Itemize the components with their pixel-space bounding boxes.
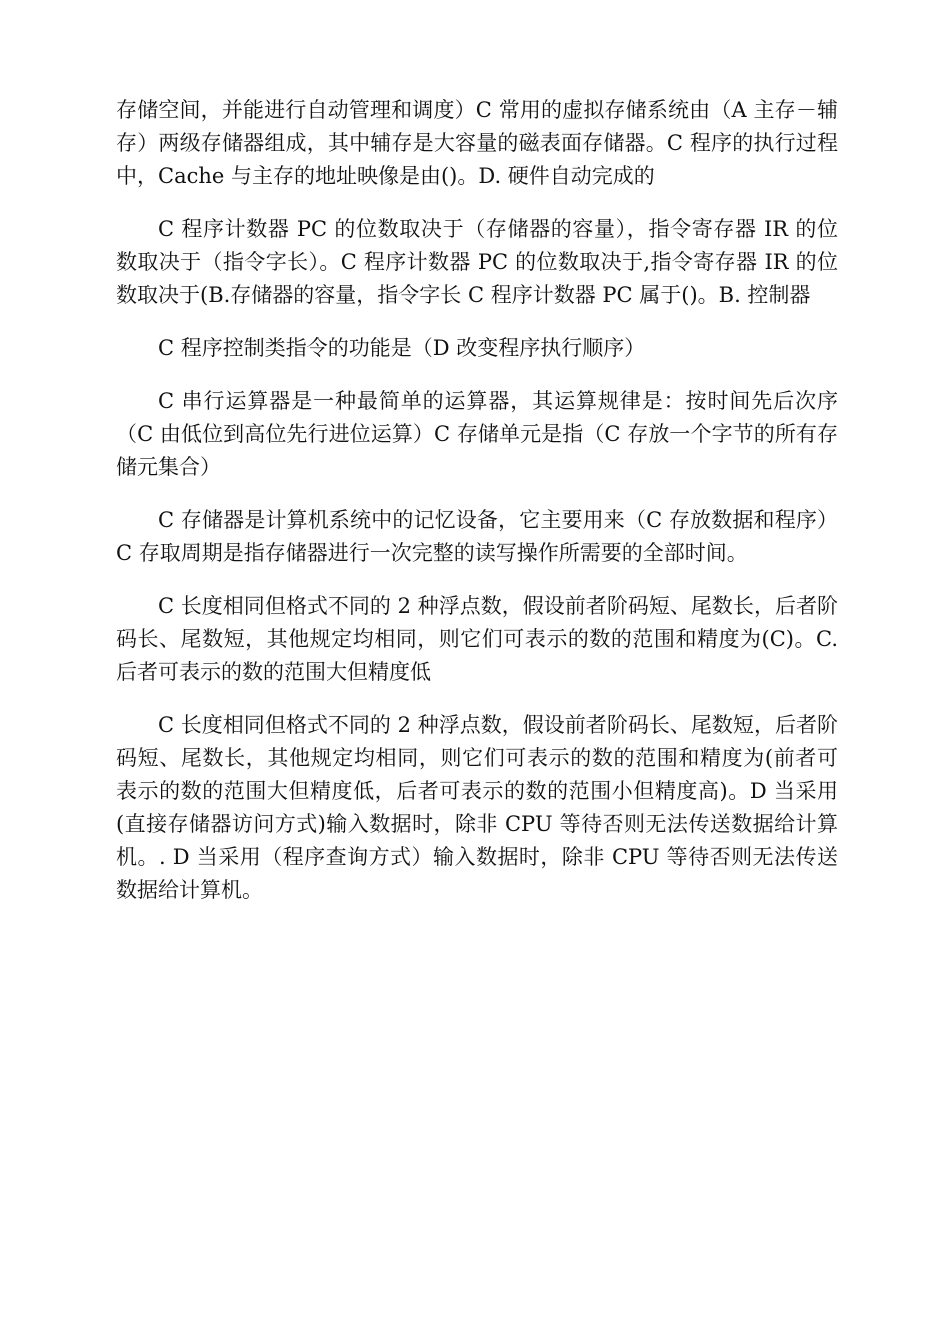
paragraph-4: C 串行运算器是一种最简单的运算器，其运算规律是：按时间先后次序（C 由低位到高位先行进位运算）C 存储单元是指（C 存放一个字节的所有存储元集合）	[116, 389, 838, 479]
paragraph-2: C 程序计数器 PC 的位数取决于（存储器的容量），指令寄存器 IR 的位数取决于（指令字长）。C 程序计数器 PC 的位数取决于,指令寄存器 IR 的位数取决于(B.存储器的容量，指令字长 C 程序计数器 PC 属于()。B. 控制器	[116, 217, 838, 307]
paragraph-1: 存储空间，并能进行自动管理和调度）C 常用的虚拟存储系统由（A 主存－辅存）两级存储器组成，其中辅存是大容量的磁表面存储器。C 程序的执行过程中，Cache 与主存的地址映像是由()。D. 硬件自动完成的	[116, 98, 838, 188]
paragraph-3: C 程序控制类指令的功能是（D 改变程序执行顺序）	[158, 336, 646, 360]
paragraph-5: C 存储器是计算机系统中的记忆设备，它主要用来（C 存放数据和程序）C 存取周期是指存储器进行一次完整的读写操作所需要的全部时间。	[116, 508, 838, 565]
paragraph-7: C 长度相同但格式不同的 2 种浮点数，假设前者阶码长、尾数短，后者阶码短、尾数长，其他规定均相同，则它们可表示的数的范围和精度为(前者可表示的数的范围大但精度低，后者可表示的数的范围小但精度高)。D 当采用(直接存储器访问方式)输入数据时，除非 CPU 等待否则无法传送数据给计算机。. D 当采用（程序查询方式）输入数据时，除非 CPU 等待否则无法传送数据给计算机。	[116, 713, 838, 902]
document-body	[116, 94, 838, 907]
paragraph-6: C 长度相同但格式不同的 2 种浮点数，假设前者阶码短、尾数长，后者阶码长、尾数短，其他规定均相同，则它们可表示的数的范围和精度为(C)。C.后者可表示的数的范围大但精度低	[116, 594, 838, 684]
